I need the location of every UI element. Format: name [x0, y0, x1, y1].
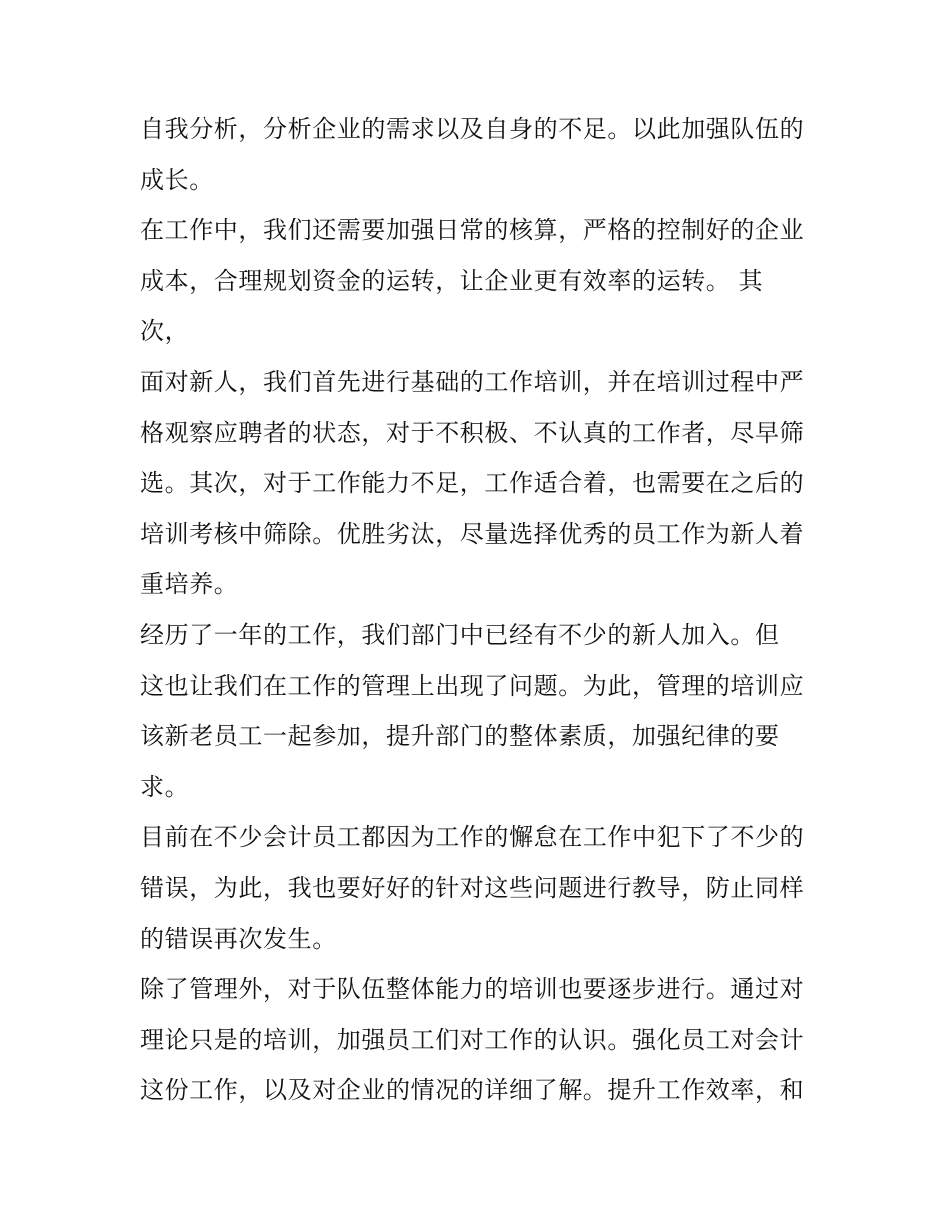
text-line: 选。其次，对于工作能力不足，工作适合着，也需要在之后的	[140, 469, 805, 498]
text-line: 求。	[140, 772, 190, 801]
text-line: 该新老员工一起参加，提升部门的整体素质，加强纪律的要	[140, 722, 780, 751]
text-line: 这份工作，以及对企业的情况的详细了解。提升工作效率，和	[140, 1076, 805, 1105]
text-line: 自我分析，分析企业的需求以及自身的不足。以此加强队伍的	[140, 115, 805, 143]
text-line: 成本，合理规划资金的运转，让企业更有效率的运转。 其	[140, 266, 764, 295]
text-line: 次，	[140, 317, 190, 346]
text-line: 在工作中，我们还需要加强日常的核算，严格的控制好的企业	[140, 216, 805, 245]
text-line: 格观察应聘者的状态，对于不积极、不认真的工作者，尽早筛	[140, 418, 805, 447]
text-line: 的错误再次发生。	[140, 924, 337, 953]
text-line: 理论只是的培训，加强员工们对工作的认识。强化员工对会计	[140, 1025, 805, 1054]
text-line: 重培养。	[140, 570, 239, 599]
text-line: 面对新人，我们首先进行基础的工作培训，并在培训过程中严	[140, 367, 805, 396]
text-line: 这也让我们在工作的管理上出现了问题。为此，管理的培训应	[140, 671, 805, 700]
text-line: 目前在不少会计员工都因为工作的懈怠在工作中犯下了不少的	[140, 823, 805, 852]
text-line: 成长。	[140, 165, 214, 194]
text-line: 除了管理外，对于队伍整体能力的培训也要逐步进行。通过对	[140, 975, 805, 1004]
text-line: 经历了一年的工作，我们部门中已经有不少的新人加入。但	[140, 620, 780, 649]
text-line: 错误，为此，我也要好好的针对这些问题进行教导，防止同样	[140, 873, 805, 902]
document-body	[140, 104, 820, 1116]
text-line: 培训考核中筛除。优胜劣汰，尽量选择优秀的员工作为新人着	[140, 519, 805, 548]
